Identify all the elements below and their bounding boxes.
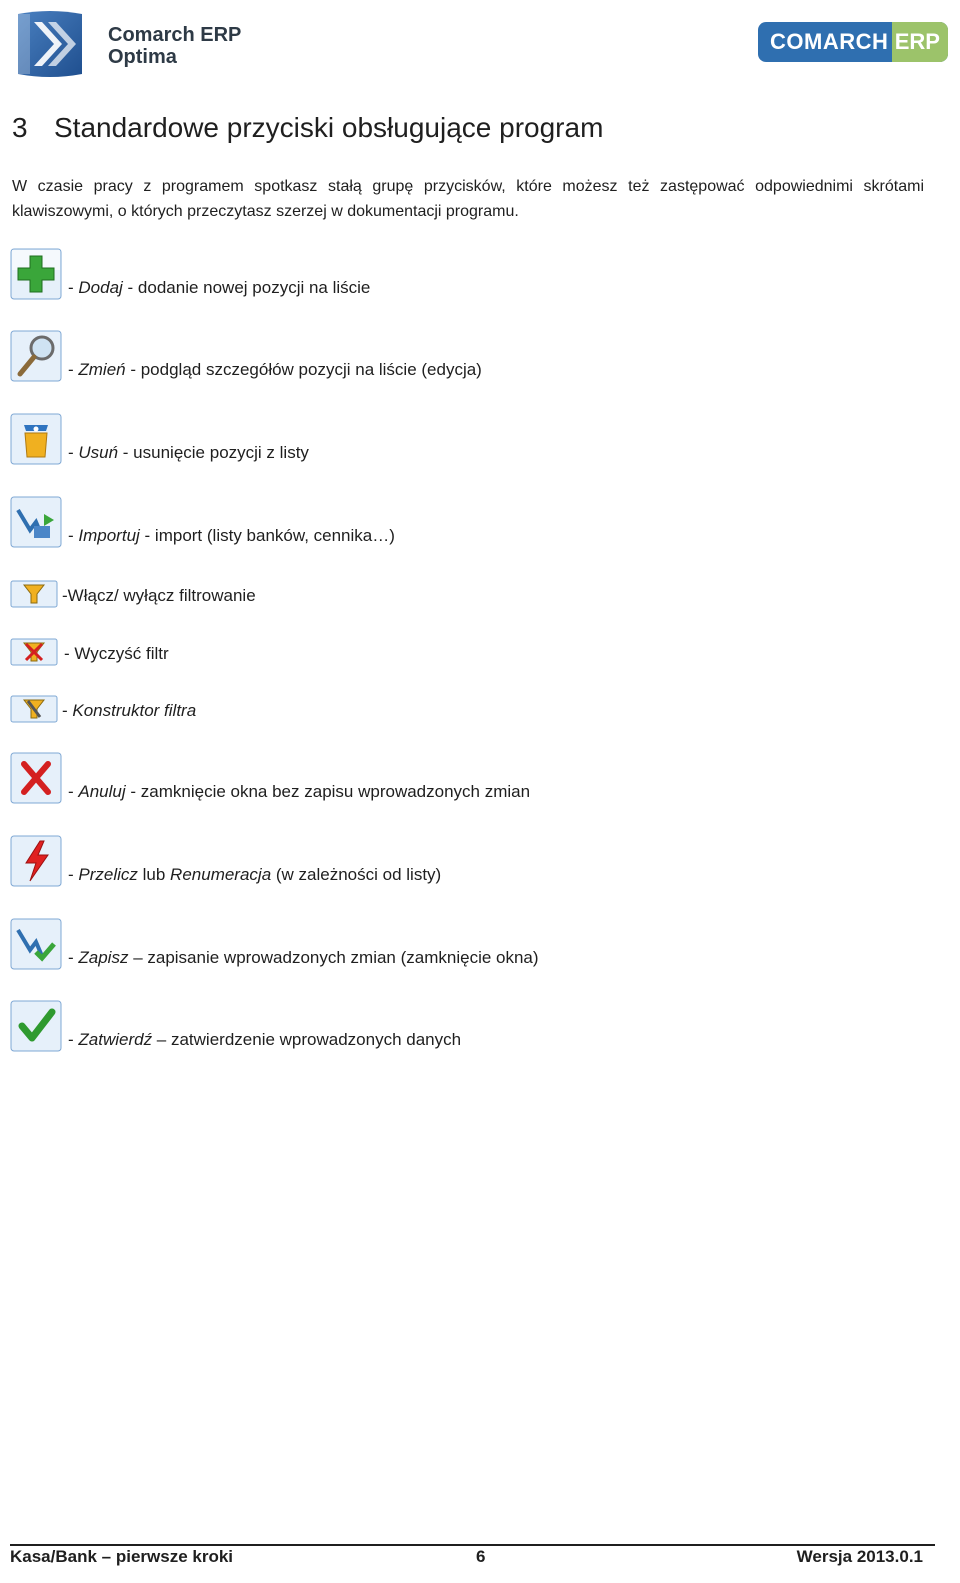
page-footer: [10, 1547, 935, 1571]
section-title-text: Standardowe przyciski obsługujące program: [54, 112, 604, 143]
legend-item-delete: - Usuń - usunięcie pozycji z listy: [10, 409, 309, 465]
legend-item-filter: -Włącz/ wyłącz filtrowanie: [10, 578, 256, 608]
trash-icon[interactable]: [10, 413, 62, 465]
footer-divider: [10, 1544, 935, 1546]
recalculate-icon[interactable]: [10, 835, 62, 887]
section-title: [12, 112, 603, 144]
footer-page-number: 6: [476, 1547, 486, 1566]
intro-paragraph: W czasie pracy z programem spotkasz stałą grupę przycisków, które możesz też zastępować odpowiednimi skrótami klawiszowymi, o których przeczytasz szerzej w dokumentacji programu.: [12, 178, 924, 220]
add-icon[interactable]: [10, 248, 62, 300]
optima-logo-icon: [14, 8, 86, 80]
section-number: 3: [12, 112, 28, 143]
import-icon[interactable]: [10, 496, 62, 548]
comarch-optima-logo: [14, 8, 254, 80]
legend-item-filter-builder: - Konstruktor filtra: [10, 693, 196, 723]
confirm-icon[interactable]: [10, 1000, 62, 1052]
magnifier-icon[interactable]: [10, 330, 62, 382]
product-name-line1: Comarch ERP: [108, 24, 242, 46]
legend-item-cancel: - Anuluj - zamknięcie okna bez zapisu wprowadzonych zmian: [10, 748, 530, 804]
legend-item-add: - Dodaj - dodanie nowej pozycji na liście: [10, 244, 370, 300]
legend-item-recalculate: - Przelicz lub Renumeracja (w zależności od listy): [10, 831, 441, 887]
legend-item-save: - Zapisz – zapisanie wprowadzonych zmian (zamknięcie okna): [10, 914, 539, 970]
brand-word: COMARCH: [770, 29, 889, 54]
legend-item-edit: - Zmień - podgląd szczegółów pozycji na liście (edycja): [10, 326, 482, 382]
brand-suffix: ERP: [894, 29, 940, 54]
product-name-line2: Optima: [108, 46, 177, 68]
filter-icon[interactable]: [10, 580, 58, 608]
button-name: Dodaj: [78, 278, 123, 297]
legend-item-clear-filter: - Wyczyść filtr: [10, 636, 169, 666]
cancel-icon[interactable]: [10, 752, 62, 804]
legend-item-import: - Importuj - import (listy banków, cennika…): [10, 492, 395, 548]
comarch-erp-logo: [758, 22, 948, 62]
clear-filter-icon[interactable]: [10, 638, 58, 666]
footer-document-title: Kasa/Bank – pierwsze kroki: [10, 1547, 234, 1566]
save-icon[interactable]: [10, 918, 62, 970]
legend-item-confirm: - Zatwierdź – zatwierdzenie wprowadzonych danych: [10, 996, 461, 1052]
footer-version: Wersja 2013.0.1: [796, 1547, 923, 1566]
filter-builder-icon[interactable]: [10, 695, 58, 723]
